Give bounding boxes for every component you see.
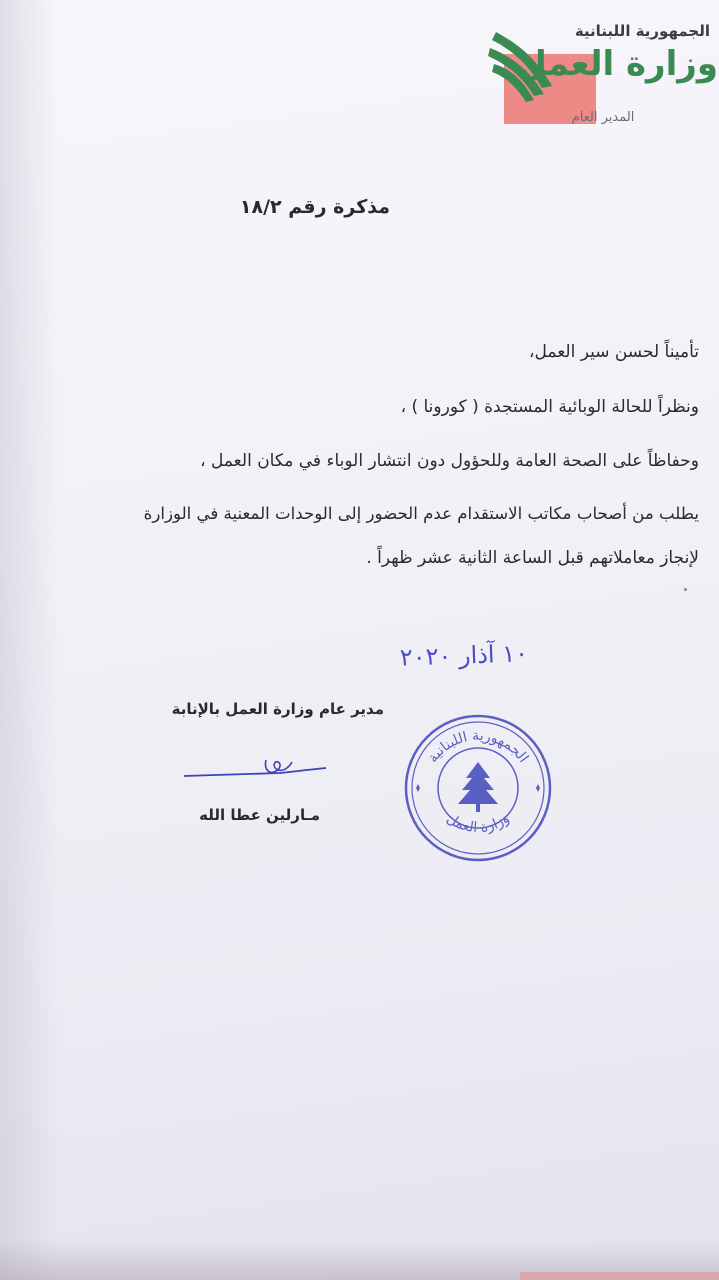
signer-title: مدير عام وزارة العمل بالإنابة xyxy=(171,700,384,718)
stamp-text-top: الجمهورية اللبنانية xyxy=(424,727,532,766)
body-line-4: يطلب من أصحاب مكاتب الاستقدام عدم الحضور إلى الوحدات المعنية في الوزارة xyxy=(143,504,699,523)
page-shadow-left xyxy=(0,0,60,1280)
handwritten-date: ١٠ آذار ٢٠٢٠ xyxy=(399,639,529,672)
memo-number: مذكرة رقم ١٨/٢ xyxy=(239,196,390,218)
body-line-1: تأميناً لحسن سير العمل، xyxy=(529,342,699,362)
official-stamp xyxy=(402,712,554,864)
page-bottom-edge xyxy=(520,1272,719,1280)
stamp-text-bottom: وزارة العمل xyxy=(443,810,513,837)
cedar-tree-icon xyxy=(458,762,498,812)
body-line-2: ونظراً للحالة الوبائية المستجدة ( كورونا ) ، xyxy=(400,397,699,417)
ministry-name: وزارة العمل xyxy=(517,44,718,84)
office-title: المدير العام xyxy=(571,110,635,125)
republic-name: الجمهورية اللبنانية xyxy=(574,22,710,40)
svg-text:وزارة العمل xyxy=(444,811,513,836)
handwritten-signature-icon xyxy=(180,748,330,788)
signer-name: مـارلين عطا الله xyxy=(199,806,320,824)
body-line-3: وحفاظاً على الصحة العامة وللحؤول دون انتشار الوباء في مكان العمل ، xyxy=(200,451,699,471)
body-line-5: لإنجاز معاملاتهم قبل الساعة الثانية عشر ظهراً . xyxy=(366,548,699,568)
ink-dot xyxy=(684,588,687,591)
